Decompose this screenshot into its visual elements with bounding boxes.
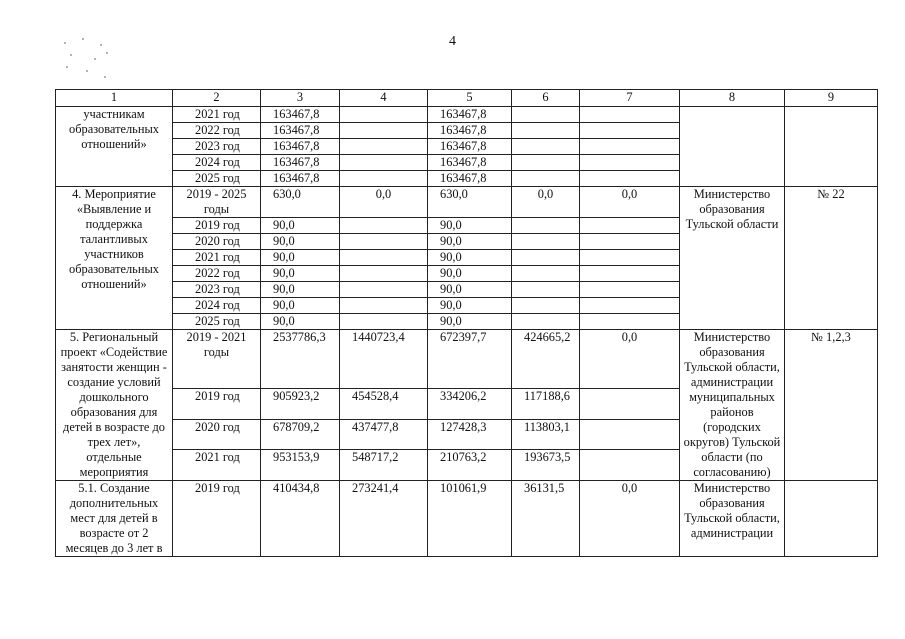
amount-cell: 672397,7: [428, 330, 512, 389]
amount-cell: [340, 155, 428, 171]
amount-cell: 424665,2: [512, 330, 580, 389]
amount-cell: 334206,2: [428, 389, 512, 420]
amount-cell: 90,0: [428, 282, 512, 298]
amount-cell: 273241,4: [340, 481, 428, 557]
responsible-cell: [680, 107, 785, 187]
amount-cell: [512, 234, 580, 250]
column-header: 1: [56, 90, 173, 107]
period-cell: 2019 - 2025 годы: [173, 187, 261, 218]
table-row: [56, 481, 878, 557]
column-header: 4: [340, 90, 428, 107]
amount-cell: [340, 266, 428, 282]
period-cell: 2024 год: [173, 155, 261, 171]
indicator-cell: № 1,2,3: [785, 330, 878, 481]
amount-cell: [512, 218, 580, 234]
amount-cell: 127428,3: [428, 419, 512, 450]
amount-cell: [512, 266, 580, 282]
amount-cell: 90,0: [261, 298, 340, 314]
amount-cell: 90,0: [428, 314, 512, 330]
amount-cell: 0,0: [512, 187, 580, 218]
activity-name: 5. Региональный проект «Содействие занятости женщин - создание условий дошкольного образования для детей в возрасте до трех лет», отдельные мероприятия: [56, 330, 173, 481]
amount-cell: [512, 282, 580, 298]
responsible-cell: Министерство образования Тульской области: [680, 187, 785, 330]
amount-cell: [580, 234, 680, 250]
column-header: 9: [785, 90, 878, 107]
amount-cell: [340, 234, 428, 250]
amount-cell: [580, 266, 680, 282]
amount-cell: 210763,2: [428, 450, 512, 481]
activity-name: 4. Мероприятие «Выявление и поддержка талантливых участников образовательных отношений»: [56, 187, 173, 330]
amount-cell: [512, 314, 580, 330]
amount-cell: 630,0: [428, 187, 512, 218]
amount-cell: 163467,8: [428, 123, 512, 139]
amount-cell: [580, 123, 680, 139]
amount-cell: [580, 389, 680, 420]
amount-cell: 163467,8: [261, 107, 340, 123]
amount-cell: 0,0: [580, 481, 680, 557]
column-header: 8: [680, 90, 785, 107]
period-cell: 2019 год: [173, 389, 261, 420]
amount-cell: [580, 107, 680, 123]
activity-name: участникам образовательных отношений»: [56, 107, 173, 187]
header-row: [56, 90, 878, 107]
period-cell: 2020 год: [173, 234, 261, 250]
amount-cell: [580, 171, 680, 187]
amount-cell: 90,0: [428, 266, 512, 282]
amount-cell: 163467,8: [261, 155, 340, 171]
amount-cell: [580, 419, 680, 450]
amount-cell: 1440723,4: [340, 330, 428, 389]
amount-cell: [580, 218, 680, 234]
amount-cell: 163467,8: [428, 155, 512, 171]
amount-cell: 113803,1: [512, 419, 580, 450]
amount-cell: [580, 139, 680, 155]
amount-cell: [512, 123, 580, 139]
period-cell: 2021 год: [173, 450, 261, 481]
period-cell: 2019 - 2021 годы: [173, 330, 261, 389]
amount-cell: 905923,2: [261, 389, 340, 420]
period-cell: 2021 год: [173, 250, 261, 266]
amount-cell: 163467,8: [261, 123, 340, 139]
amount-cell: 163467,8: [261, 139, 340, 155]
amount-cell: 90,0: [428, 250, 512, 266]
amount-cell: [580, 155, 680, 171]
responsible-cell: Министерство образования Тульской области, администрации: [680, 481, 785, 557]
period-cell: 2020 год: [173, 419, 261, 450]
period-cell: 2024 год: [173, 298, 261, 314]
amount-cell: 90,0: [428, 298, 512, 314]
budget-table: [55, 89, 878, 557]
amount-cell: [580, 450, 680, 481]
amount-cell: [340, 314, 428, 330]
period-cell: 2025 год: [173, 171, 261, 187]
column-header: 7: [580, 90, 680, 107]
amount-cell: 2537786,3: [261, 330, 340, 389]
column-header: 2: [173, 90, 261, 107]
period-cell: 2021 год: [173, 107, 261, 123]
indicator-cell: [785, 481, 878, 557]
amount-cell: 410434,8: [261, 481, 340, 557]
amount-cell: 454528,4: [340, 389, 428, 420]
amount-cell: [340, 218, 428, 234]
amount-cell: [340, 123, 428, 139]
period-cell: 2019 год: [173, 218, 261, 234]
amount-cell: 90,0: [428, 218, 512, 234]
table-row: [56, 107, 878, 123]
amount-cell: 90,0: [261, 266, 340, 282]
amount-cell: 953153,9: [261, 450, 340, 481]
amount-cell: 90,0: [261, 282, 340, 298]
column-header: 3: [261, 90, 340, 107]
activity-name: 5.1. Создание дополнительных мест для детей в возрасте от 2 месяцев до 3 лет в: [56, 481, 173, 557]
amount-cell: [512, 155, 580, 171]
amount-cell: 117188,6: [512, 389, 580, 420]
period-cell: 2019 год: [173, 481, 261, 557]
amount-cell: 90,0: [261, 250, 340, 266]
table-row: [56, 187, 878, 218]
column-header: 6: [512, 90, 580, 107]
responsible-cell: Министерство образования Тульской области, администрации муниципальных районов (городских округов) Тульской области (по согласованию): [680, 330, 785, 481]
amount-cell: 90,0: [261, 314, 340, 330]
amount-cell: [580, 314, 680, 330]
amount-cell: [340, 107, 428, 123]
period-cell: 2023 год: [173, 282, 261, 298]
amount-cell: [512, 107, 580, 123]
amount-cell: 163467,8: [428, 171, 512, 187]
amount-cell: 163467,8: [428, 139, 512, 155]
amount-cell: 437477,8: [340, 419, 428, 450]
amount-cell: [580, 250, 680, 266]
amount-cell: [340, 250, 428, 266]
amount-cell: [512, 171, 580, 187]
period-cell: 2022 год: [173, 266, 261, 282]
amount-cell: 630,0: [261, 187, 340, 218]
amount-cell: [512, 250, 580, 266]
amount-cell: [340, 298, 428, 314]
amount-cell: 90,0: [261, 234, 340, 250]
indicator-cell: № 22: [785, 187, 878, 330]
indicator-cell: [785, 107, 878, 187]
amount-cell: [580, 282, 680, 298]
amount-cell: 678709,2: [261, 419, 340, 450]
amount-cell: [340, 171, 428, 187]
period-cell: 2025 год: [173, 314, 261, 330]
amount-cell: 163467,8: [428, 107, 512, 123]
amount-cell: [512, 139, 580, 155]
amount-cell: 101061,9: [428, 481, 512, 557]
page-number: 4: [449, 34, 456, 49]
amount-cell: 0,0: [580, 330, 680, 389]
amount-cell: [340, 139, 428, 155]
table-row: [56, 330, 878, 389]
column-header: 5: [428, 90, 512, 107]
amount-cell: 36131,5: [512, 481, 580, 557]
amount-cell: 548717,2: [340, 450, 428, 481]
amount-cell: 0,0: [580, 187, 680, 218]
amount-cell: 193673,5: [512, 450, 580, 481]
amount-cell: 163467,8: [261, 171, 340, 187]
amount-cell: [340, 282, 428, 298]
scan-specks: [60, 36, 120, 86]
amount-cell: 0,0: [340, 187, 428, 218]
amount-cell: 90,0: [428, 234, 512, 250]
amount-cell: 90,0: [261, 218, 340, 234]
period-cell: 2023 год: [173, 139, 261, 155]
amount-cell: [580, 298, 680, 314]
period-cell: 2022 год: [173, 123, 261, 139]
amount-cell: [512, 298, 580, 314]
